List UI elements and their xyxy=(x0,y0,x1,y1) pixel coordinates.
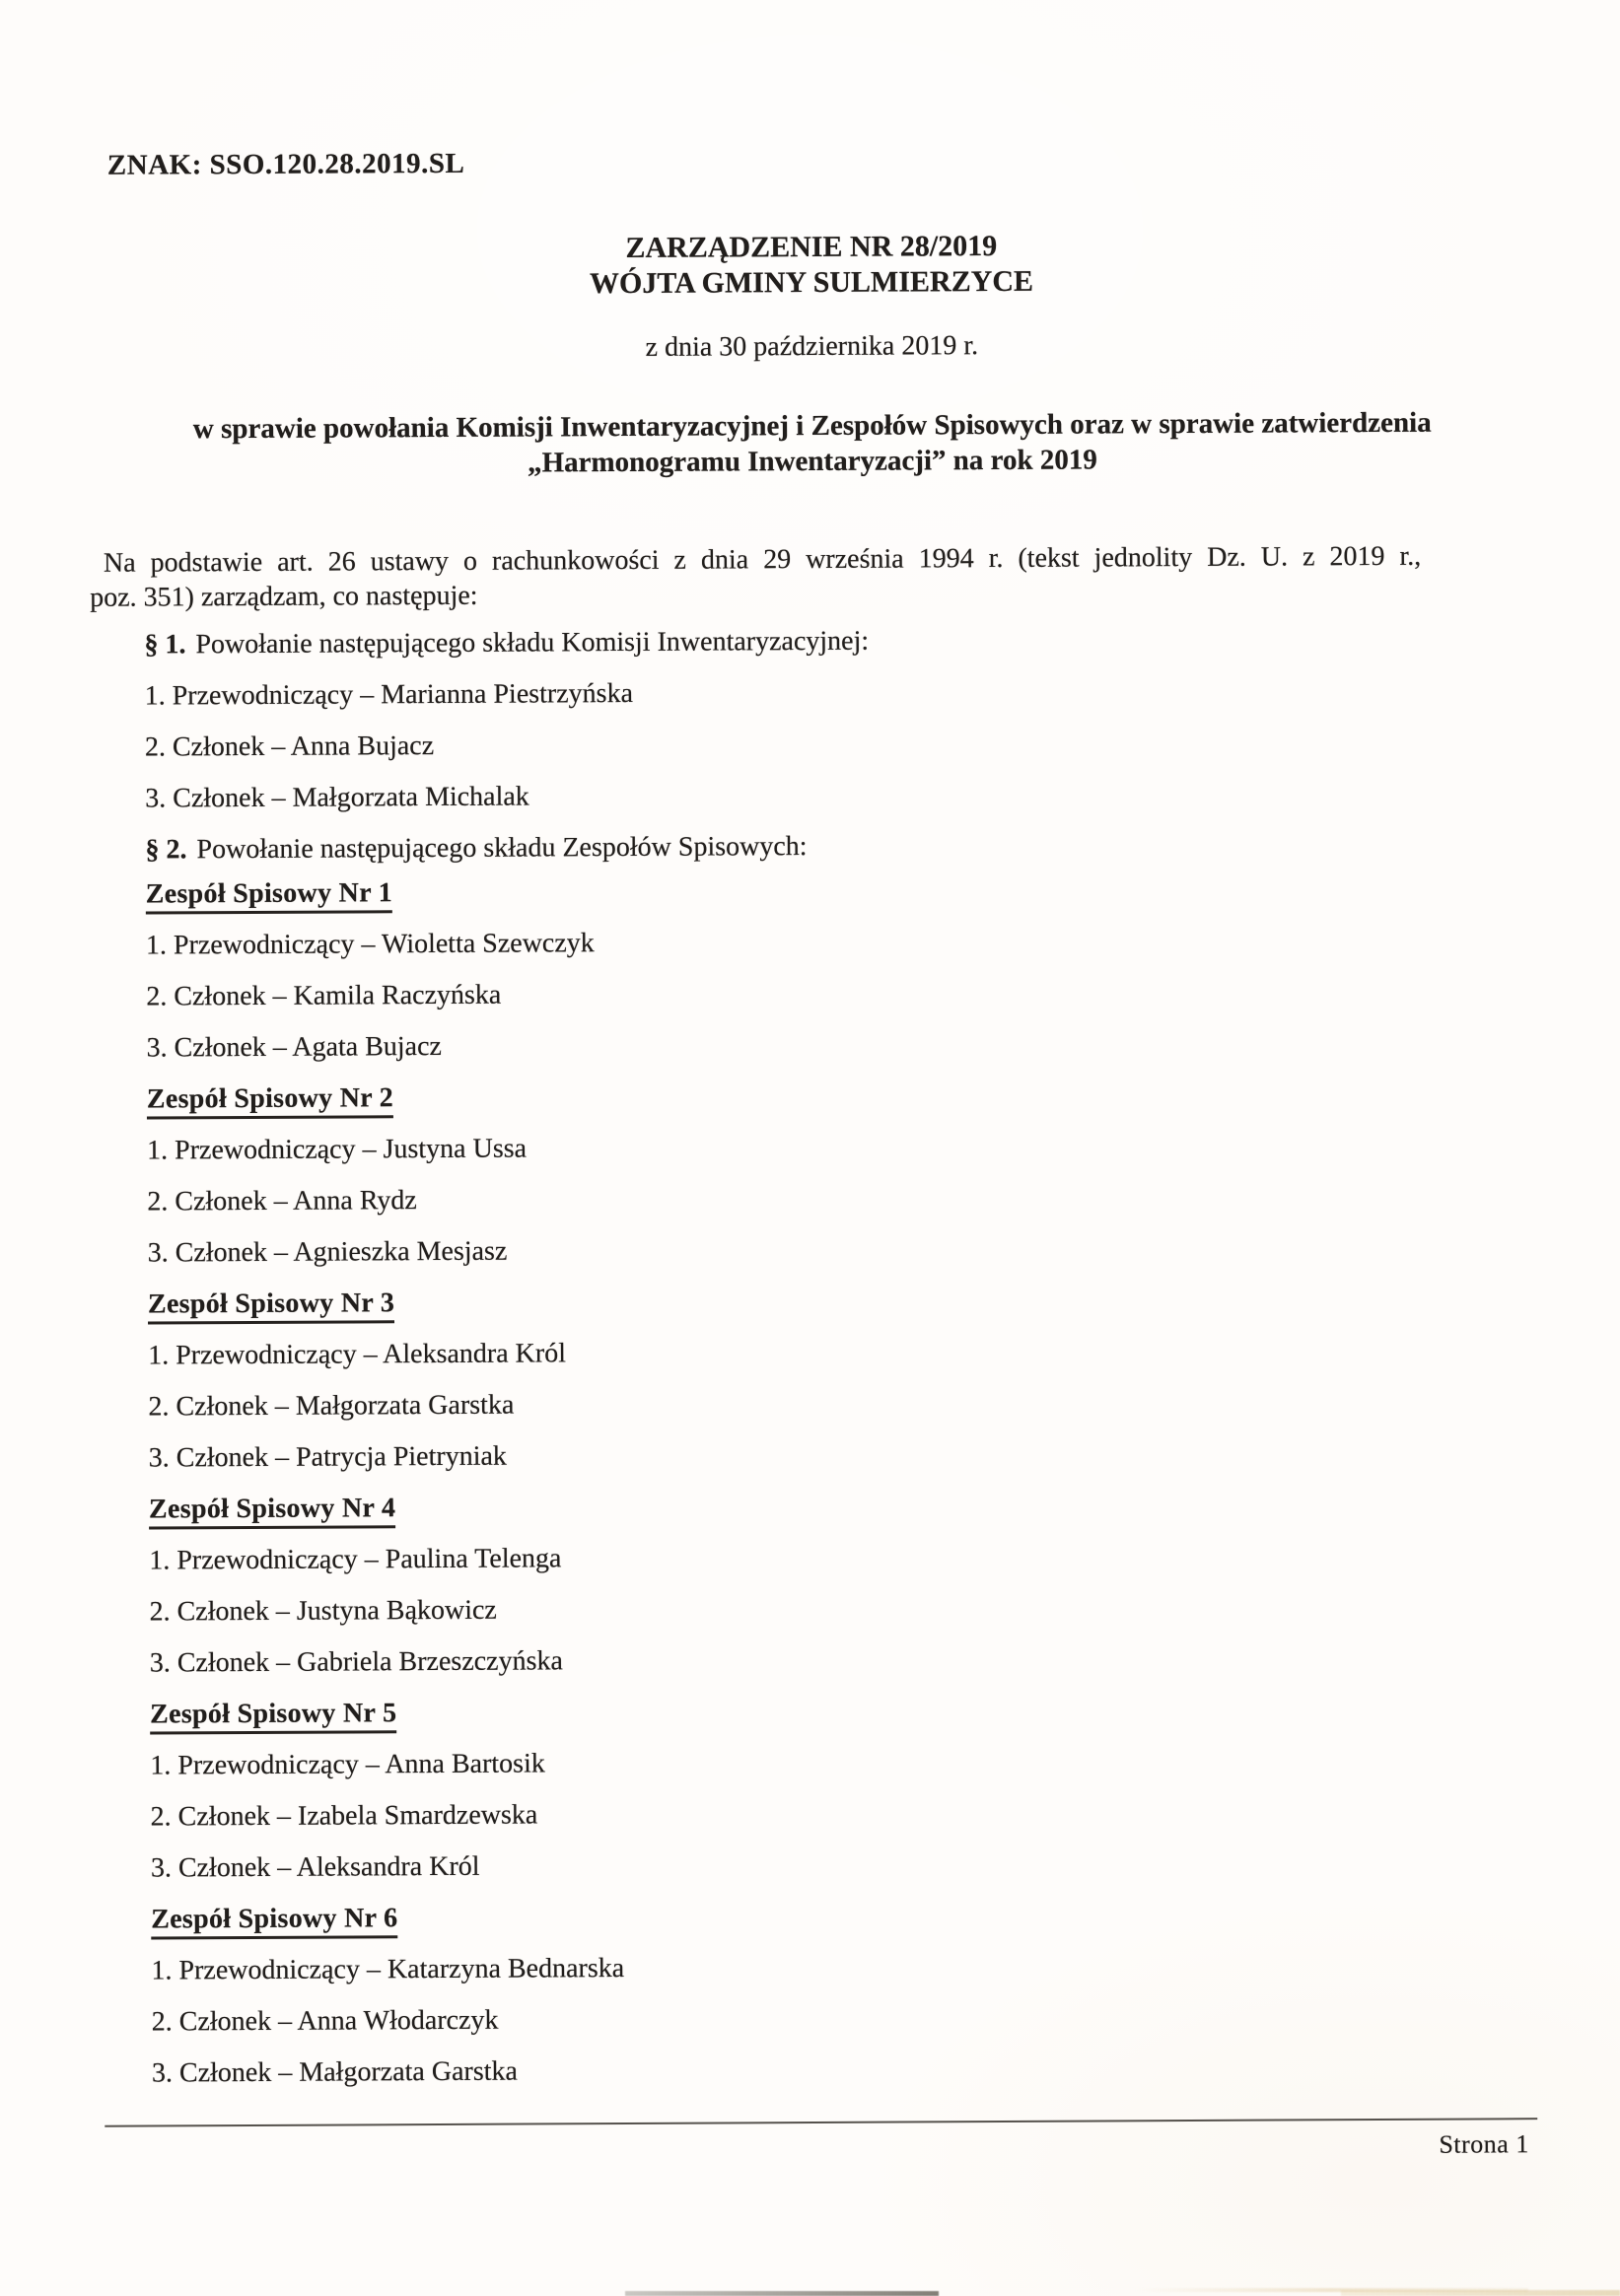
team-member: 2. Członek – Anna Włodarczyk xyxy=(151,2004,499,2038)
team-heading xyxy=(146,873,1620,909)
legal-basis-line1: Na podstawie art. 26 ustawy o rachunkowości z dnia 29 września 1994 r. (tekst jednolity Dz. U. z 2019 r., xyxy=(103,540,1422,579)
team-member: 1. Przewodniczący – Paulina Telenga xyxy=(149,1543,562,1576)
document-date: z dnia 30 października 2019 r. xyxy=(645,330,979,363)
team-name: Zespół Spisowy Nr 6 xyxy=(151,1903,397,1939)
team-name: Zespół Spisowy Nr 3 xyxy=(148,1287,394,1324)
team-member: 2. Członek – Anna Rydz xyxy=(147,1185,417,1218)
team-member: 3. Członek – Agata Bujacz xyxy=(146,1030,442,1064)
team-member: 2. Członek – Justyna Bąkowicz xyxy=(149,1594,497,1628)
document-subject-line2: „Harmonogramu Inwentaryzacji” na rok 2019 xyxy=(527,444,1097,479)
document-subject xyxy=(2,404,1620,484)
team-heading xyxy=(150,1694,1620,1729)
team-name: Zespół Spisowy Nr 5 xyxy=(150,1698,396,1734)
team-heading xyxy=(148,1284,1620,1319)
team-heading xyxy=(151,1899,1620,1934)
section2-heading xyxy=(145,829,1620,865)
team-member: 1. Przewodniczący – Wioletta Szewczyk xyxy=(145,928,595,961)
team-member: 1. Przewodniczący – Anna Bartosik xyxy=(150,1748,545,1781)
commission-member: 1. Przewodniczący – Marianna Piestrzyńska xyxy=(144,677,634,712)
legal-basis-line2: poz. 351) zarządzam, co następuje: xyxy=(90,580,478,613)
team-member: 2. Członek – Izabela Smardzewska xyxy=(150,1799,538,1833)
section1-heading-text: Powołanie następującego składu Komisji Inwentaryzacyjnej: xyxy=(195,625,870,661)
team-name: Zespół Spisowy Nr 4 xyxy=(149,1493,395,1529)
document-reference: ZNAK: SSO.120.28.2019.SL xyxy=(106,147,465,181)
team-member: 1. Przewodniczący – Justyna Ussa xyxy=(147,1133,528,1166)
commission-member: 3. Członek – Małgorzata Michalak xyxy=(145,781,529,814)
legal-basis-paragraph xyxy=(90,538,1529,615)
section2-heading-text: Powołanie następującego składu Zespołów Spisowych: xyxy=(196,831,808,866)
section2-marker: § 2. xyxy=(145,834,187,866)
document-title-line1: ZARZĄDZENIE NR 28/2019 xyxy=(625,230,998,264)
team-member: 3. Członek – Gabriela Brzeszczyńska xyxy=(149,1645,563,1679)
team-member: 3. Członek – Agnieszka Mesjasz xyxy=(147,1235,508,1269)
team-member: 3. Członek – Patrycja Pietryniak xyxy=(148,1440,507,1474)
scanner-edge-artifact xyxy=(1341,2290,1620,2296)
footer-divider xyxy=(105,2118,1537,2127)
section1-marker: § 1. xyxy=(144,629,186,661)
team-name: Zespół Spisowy Nr 1 xyxy=(146,877,392,914)
teams-list xyxy=(146,873,1620,2088)
team-member: 1. Przewodniczący – Aleksandra Król xyxy=(148,1338,567,1371)
scanner-edge-artifact xyxy=(625,2291,939,2296)
team-member: 2. Członek – Kamila Raczyńska xyxy=(146,979,502,1012)
team-member: 1. Przewodniczący – Katarzyna Bednarska xyxy=(151,1953,625,1986)
team-name: Zespół Spisowy Nr 2 xyxy=(147,1082,393,1119)
section1-heading xyxy=(144,624,1620,660)
team-member: 2. Członek – Małgorzata Garstka xyxy=(148,1389,515,1423)
team-heading xyxy=(147,1078,1620,1114)
document-title xyxy=(1,226,1620,306)
document-title-line2: WÓJTA GMINY SULMIERZYCE xyxy=(589,264,1034,301)
team-member: 3. Członek – Aleksandra Król xyxy=(150,1850,480,1884)
commission-member: 2. Członek – Anna Bujacz xyxy=(144,731,435,763)
document-body-rows xyxy=(144,624,1620,2088)
team-member: 3. Członek – Małgorzata Garstka xyxy=(151,2055,518,2089)
team-heading xyxy=(149,1489,1620,1524)
page-number-label: Strona 1 xyxy=(1439,2129,1529,2159)
document-subject-line1: w sprawie powołania Komisji Inwentaryzacyjnej i Zespołów Spisowych oraz w sprawie zatwierdzenia xyxy=(192,406,1432,446)
